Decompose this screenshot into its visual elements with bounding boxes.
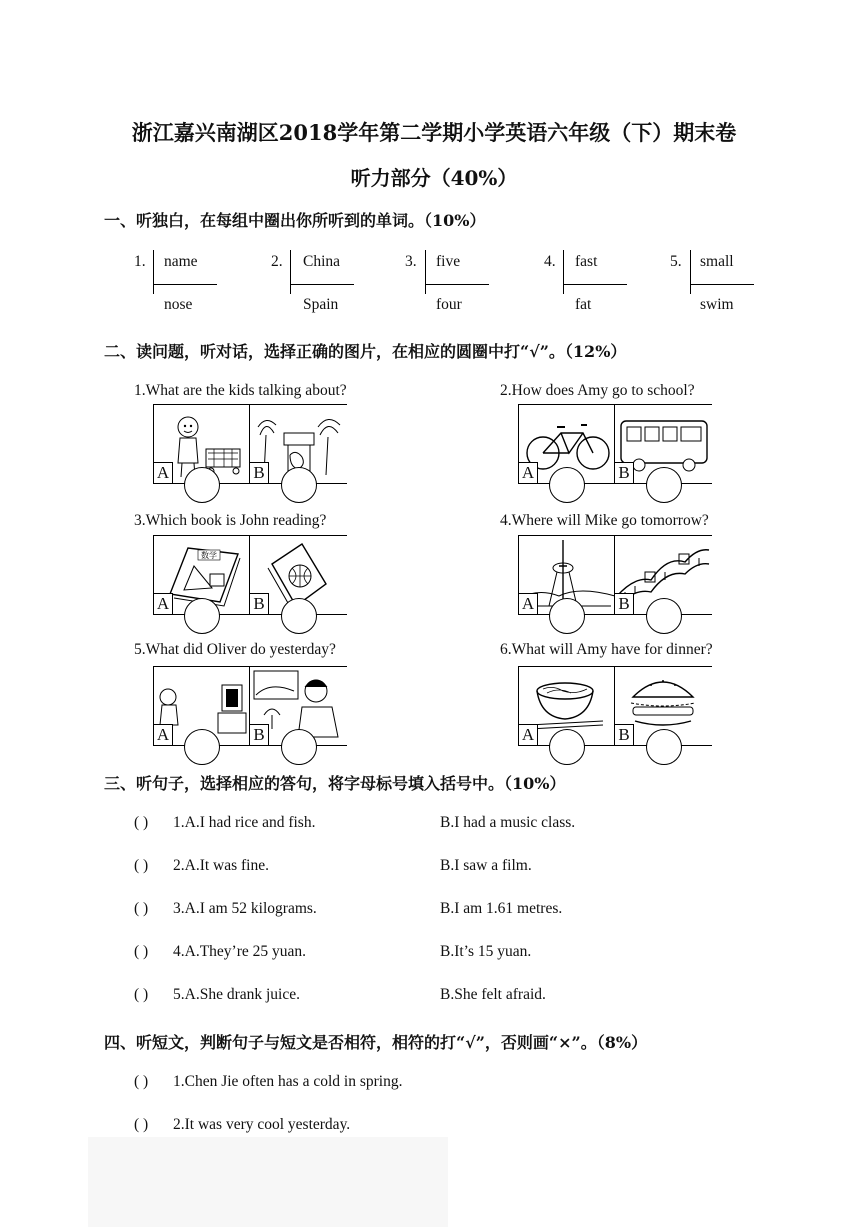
picture-pair-5	[153, 666, 347, 746]
choice-a: 1.A.I had rice and fish.	[173, 814, 316, 831]
statement: 1.Chen Jie often has a cold in spring.	[173, 1073, 403, 1090]
answer-bracket[interactable]: ( )	[134, 857, 149, 874]
option-a-label: A	[153, 462, 173, 484]
answer-bracket[interactable]: ( )	[134, 986, 149, 1003]
choice-b: B.I had a music class.	[440, 814, 576, 831]
answer-circle-b[interactable]	[281, 598, 317, 634]
group-number: 2.	[271, 253, 283, 270]
word-top[interactable]: small	[700, 253, 734, 270]
group-number: 1.	[134, 253, 146, 270]
option-b-label: B	[249, 724, 269, 746]
answer-circle-a[interactable]	[184, 598, 220, 634]
answer-circle-b[interactable]	[281, 467, 317, 503]
answer-circle-b[interactable]	[646, 467, 682, 503]
option-a-label: A	[153, 593, 173, 615]
word-bottom[interactable]: swim	[700, 296, 734, 313]
word-bottom[interactable]: nose	[164, 296, 193, 313]
choice-a: 3.A.I am 52 kilograms.	[173, 900, 317, 917]
picture-pair-4	[518, 535, 712, 615]
section-1-heading: 一、听独白，在每组中圈出你所听到的单词。（10%）	[104, 211, 486, 230]
page-subtitle: 听力部分（40%）	[350, 166, 518, 190]
answer-bracket[interactable]: ( )	[134, 900, 149, 917]
answer-circle-b[interactable]	[281, 729, 317, 765]
word-top[interactable]: China	[303, 253, 341, 270]
option-b-label: B	[614, 724, 634, 746]
picture-pair-2	[518, 404, 712, 484]
question-3: 3.Which book is John reading?	[134, 512, 327, 529]
question-2: 2.How does Amy go to school?	[500, 382, 695, 399]
question-4: 4.Where will Mike go tomorrow?	[500, 512, 709, 529]
choice-b: B.I saw a film.	[440, 857, 532, 874]
section-2-heading: 二、读问题，听对话，选择正确的图片，在相应的圆圈中打“√”。（12%）	[104, 342, 627, 361]
word-top[interactable]: fast	[575, 253, 598, 270]
group-number: 4.	[544, 253, 556, 270]
word-bottom[interactable]: fat	[575, 296, 592, 313]
word-top[interactable]: five	[436, 253, 461, 270]
question-1: 1.What are the kids talking about?	[134, 382, 347, 399]
answer-circle-a[interactable]	[184, 729, 220, 765]
answer-bracket[interactable]: ( )	[134, 1073, 149, 1090]
option-a-label: A	[518, 462, 538, 484]
picture-pair-3	[153, 535, 347, 615]
option-a-label: A	[518, 593, 538, 615]
word-top[interactable]: name	[164, 253, 198, 270]
answer-bracket[interactable]: ( )	[134, 1116, 149, 1133]
answer-bracket[interactable]: ( )	[134, 814, 149, 831]
answer-circle-a[interactable]	[549, 729, 585, 765]
answer-circle-a[interactable]	[184, 467, 220, 503]
choice-b: B.I am 1.61 metres.	[440, 900, 563, 917]
picture-pair-1	[153, 404, 347, 484]
group-number: 5.	[670, 253, 682, 270]
answer-circle-a[interactable]	[549, 467, 585, 503]
option-b-label: B	[249, 462, 269, 484]
option-b-label: B	[614, 462, 634, 484]
option-b-label: B	[249, 593, 269, 615]
question-5: 5.What did Oliver do yesterday?	[134, 641, 336, 658]
option-a-label: A	[153, 724, 173, 746]
answer-circle-b[interactable]	[646, 598, 682, 634]
question-6: 6.What will Amy have for dinner?	[500, 641, 713, 658]
section-3-heading: 三、听句子，选择相应的答句，将字母标号填入括号中。（10%）	[104, 774, 566, 793]
choice-a: 2.A.It was fine.	[173, 857, 269, 874]
page-title: 浙江嘉兴南湖区2018学年第二学期小学英语六年级（下）期末卷	[131, 120, 737, 145]
answer-bracket[interactable]: ( )	[134, 943, 149, 960]
section-4-heading: 四、听短文，判断句子与短文是否相符，相符的打“√”，否则画“×”。（8%）	[104, 1033, 648, 1052]
word-bottom[interactable]: four	[436, 296, 462, 313]
scan-shadow	[88, 1137, 448, 1227]
picture-pair-6	[518, 666, 712, 746]
answer-circle-a[interactable]	[549, 598, 585, 634]
choice-b: B.She felt afraid.	[440, 986, 546, 1003]
option-a-label: A	[518, 724, 538, 746]
choice-a: 4.A.They’re 25 yuan.	[173, 943, 306, 960]
choice-a: 5.A.She drank juice.	[173, 986, 300, 1003]
statement: 2.It was very cool yesterday.	[173, 1116, 351, 1133]
answer-circle-b[interactable]	[646, 729, 682, 765]
option-b-label: B	[614, 593, 634, 615]
choice-b: B.It’s 15 yuan.	[440, 943, 532, 960]
word-bottom[interactable]: Spain	[303, 296, 339, 313]
book-label: 数学	[201, 551, 217, 560]
group-number: 3.	[405, 253, 417, 270]
